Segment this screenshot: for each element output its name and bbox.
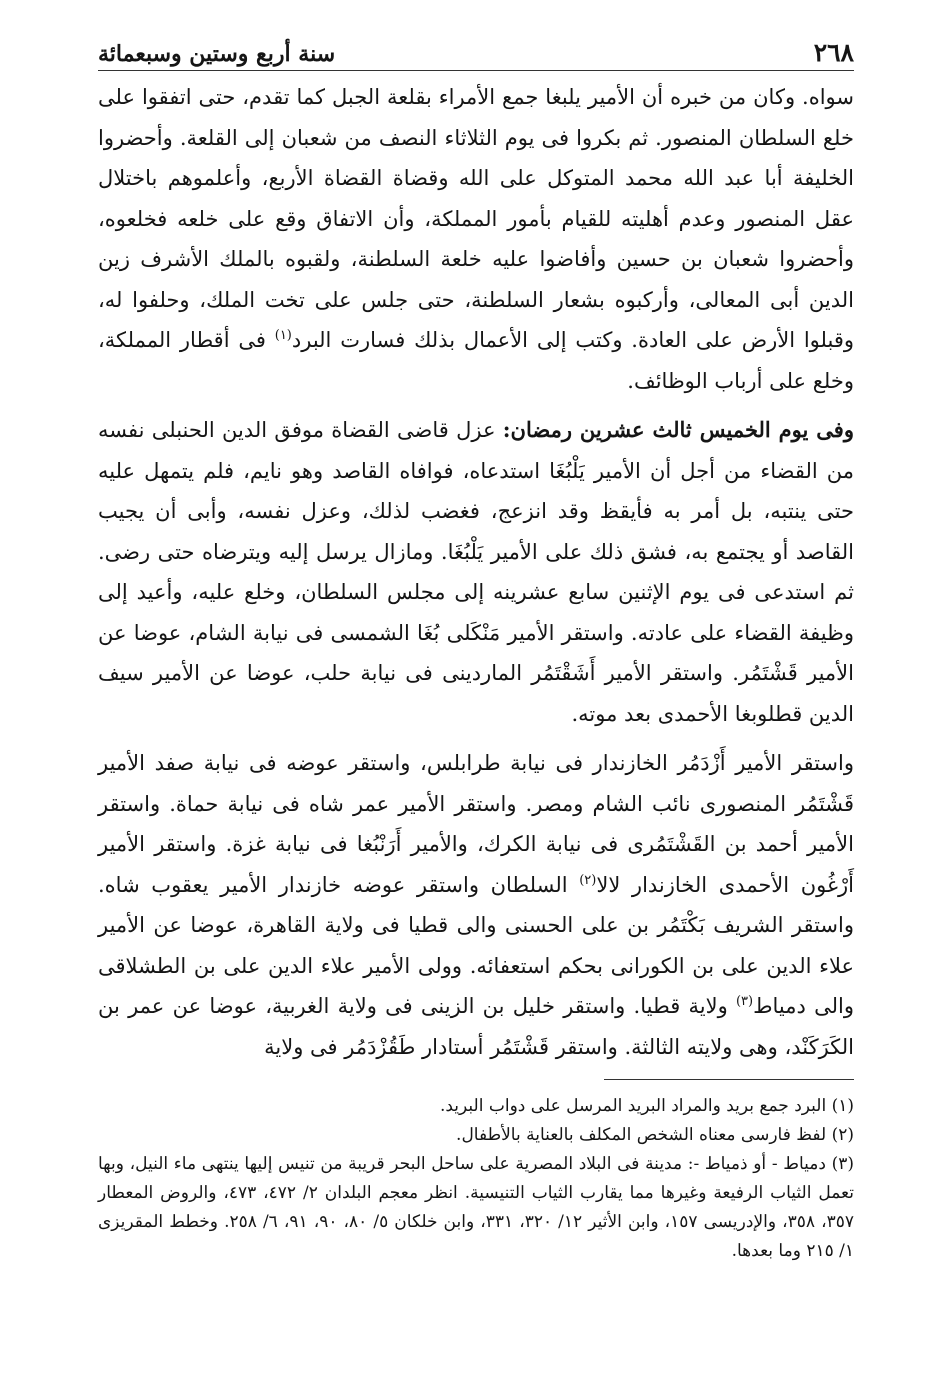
text-segment: السلطان واستقر عوضه خازندار الأمير يعقوب شاه. واستقر الشريف بَكْتَمُر بن على الحسنى والى قطيا فى ولاية القاهرة، عوضا عن الأمير علاء الدين على بن الكورانى بحكم استعفائه. وولى الأمير علاء الدين على بن الطشلاقى والى دمياط [98, 872, 854, 1018]
text-segment: ولاية قطيا. واستقر خليل بن الزينى فى ولاية الغربية، عوضا عن عمر بن الكَرَكَنْد، وهى ولايته الثالثة. واستقر قَشْتَمُر أستادار طَقُزْدَمُر فى ولاية [98, 994, 854, 1059]
text-segment: عزل قاضى القضاة موفق الدين الحنبلى نفسه من القضاء من أجل أن الأمير يَلْبُغَا استدعاه، فوافاه القاصد وهو نايم، فلم يتمهل عليه حتى ينتبه، بل أمر به فأيقظ وقد انزعج، فغضب لذلك، وعزل نفسه، وأبى أن يجيب القاصد أو يجتمع به، فشق ذلك على الأمير يَلْبُغَا. ومازال يرسل إليه ويترضاه حتى رضى. ثم استدعى فى يوم الإثنين سابع عشرينه إلى مجلس السلطان، وخلع عليه، وأعيد إلى وظيفة القضاء على عادته. واستقر الأمير مَنْكَلى بُغَا الشمسى فى نيابة الشام، عوضا عن الأمير قَشْتَمُر. واستقر الأمير أَشَقْتَمُر الماردينى فى نيابة حلب، عوضا عن الأمير سيف الدين قطلوبغا الأحمدى بعد موته. [98, 418, 854, 726]
running-header [98, 38, 854, 71]
footnote-ref-2: (٢) [579, 872, 597, 888]
paragraph-lead-date: وفى يوم الخميس ثالث عشرين رمضان: [502, 417, 854, 442]
text-segment: سواه. وكان من خبره أن الأمير يلبغا جمع الأمراء بقلعة الجبل كما تقدم، حتى اتفقوا على خلع السلطان المنصور. ثم بكروا فى يوم الثلاثاء النصف من شعبان إلى القلعة. وأحضروا الخليفة أبا عبد الله محمد المتوكل على الله وقضاة القضاة الأربع، وأعلموهم باختلال عقل المنصور وعدم أهليته للقيام بأمور المملكة، وأن الاتفاق وقع على خلعه فخلعوه، وأحضروا شعبان بن حسين وأفاضوا عليه خلعة السلطنة، ولقبوه بالملك الأشرف زين الدين أبى المعالى، وأركبوه بشعار السلطنة، حتى جلس على تخت الملك، وحلفوا له، وقبلوا الأرض على العادة. وكتب إلى الأعمال بذلك فسارت البرد [98, 85, 855, 352]
running-title: سنة أربع وستين وسبعمائة [98, 41, 336, 67]
footnotes [98, 1092, 854, 1266]
footnote-divider [604, 1079, 854, 1080]
footnote-ref-1: (١) [274, 328, 292, 343]
footnote-2: (٢) لفظ فارسى معناه الشخص المكلف بالعناية بالأطفال. [456, 1125, 854, 1145]
paragraph-ramadan [98, 410, 854, 734]
footnote-ref-3: (٣) [735, 994, 754, 1009]
main-text [98, 77, 854, 1067]
text-segment: فى أقطار المملكة، وخلع على أرباب الوظائف. [98, 328, 854, 393]
footnote-3: (٣) دمياط - أو ذمياط -: مدينة فى البلاد المصرية على ساحل البحر قريبة من تنيس إليها ينتهى ماء النيل، وبها تعمل الثياب الرفيعة وغيرها مما يقارب الثياب التنيسية. انظر معجم البلدان ٢/ ٤٧٢، ٤٧٣، والروض المعطار ٣٥٧، ٣٥٨، والإدريسى ١٥٧، وابن الأثير ١٢/ ٣٢٠، ٣٣١، وابن خلكان ٥/ ٨٠، ٩٠، ٩١، ٦/ ٢٥٨. وخطط المقريزى ١/ ٢١٥ وما بعدها. [98, 1154, 855, 1261]
paragraph-succession [98, 77, 854, 401]
paragraph-appointments [98, 743, 854, 1067]
page-number: ٢٦٨ [813, 38, 854, 67]
text-segment: واستقر الأمير أَزْدَمُر الخازندار فى نيابة طرابلس، واستقر عوضه فى نيابة صفد الأمير قَشْتَمُر المنصورى نائب الشام ومصر. واستقر الأمير عمر شاه فى نيابة حماة. واستقر الأمير أحمد بن القَشْتَمُرى فى نيابة الكرك، والأمير أَرَنْبُغا فى نيابة غزة. واستقر الأمير أَرْغُون الأحمدى الخازندار لالا [98, 751, 854, 897]
footnote-1: (١) البرد جمع بريد والمراد البريد المرسل على دواب البريد. [439, 1096, 854, 1116]
